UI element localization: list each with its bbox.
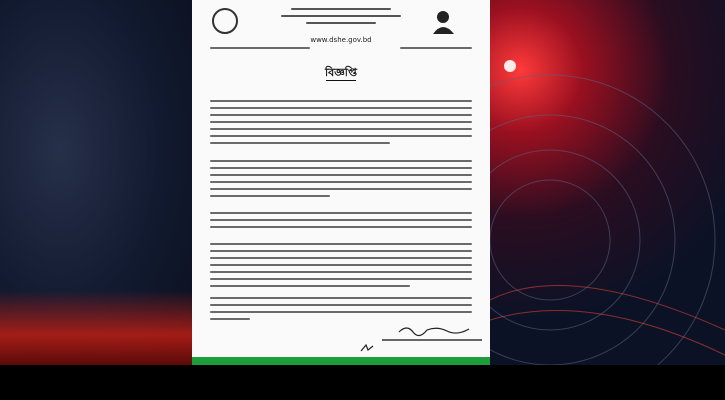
notice-document (192, 0, 490, 357)
header-line-2 (281, 15, 401, 17)
signature-icon (397, 322, 472, 338)
website-text: www.dshe.gov.bd (310, 36, 372, 44)
signatory-name (382, 339, 482, 341)
header-line-1 (291, 8, 391, 10)
initial-mark-icon (360, 343, 374, 353)
reference-date (400, 47, 472, 49)
portrait-logo-icon (430, 8, 460, 34)
document-bottom-strip (192, 357, 490, 365)
title-underline (326, 80, 356, 81)
header-line-3 (306, 22, 376, 24)
government-seal-icon (212, 8, 238, 34)
bottom-black-bar (0, 365, 725, 400)
background-swirl-art (490, 0, 725, 365)
background-left-glow (0, 290, 192, 365)
reference-number (210, 47, 310, 49)
notice-title: বিজ্ঞপ্তি (325, 66, 357, 79)
